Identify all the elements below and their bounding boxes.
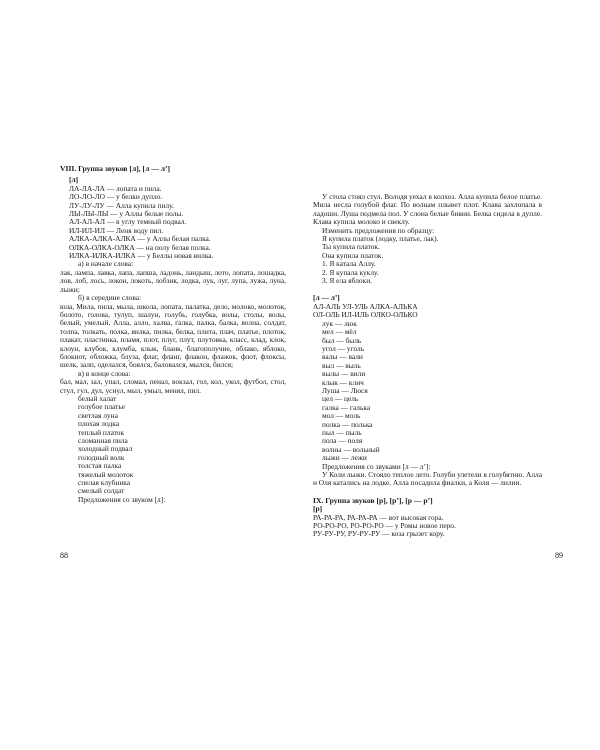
- phrase-line: спелая клубника: [78, 478, 131, 488]
- phrase-line: смелый солдат: [78, 486, 125, 496]
- text-line: ЛУ-ЛУ-ЛУ — Алла купила пилу.: [69, 200, 174, 210]
- text-line: РУ-РУ-РУ, РУ-РУ-РУ — коза грызет кору.: [313, 529, 445, 539]
- phrase-line: голодный волк: [78, 452, 125, 462]
- words-initial-position: лак, лампа, лавка, лапа, лапша, ладонь, ландыш, лото, лопата, лошадка, лов, лоб, лось, локон, локоть, лобзик, лодка, лук, луг, лупа, лужа, луна, лыжи;: [60, 267, 286, 294]
- phrase-line: Предложения со звуком [л]:: [78, 494, 166, 504]
- word-pair: выл — выль: [322, 360, 361, 370]
- right-page-text: [313, 193, 542, 539]
- phrase-line: холодный подвал: [78, 444, 133, 454]
- phrase-line: голубое платье: [78, 402, 126, 412]
- phrase-line: сломанная пила: [78, 436, 128, 445]
- subheading-r: [р]: [313, 504, 323, 514]
- section-heading-r: IX. Группа звуков [р], [р’], [р — р’]: [313, 495, 433, 505]
- word-pair: валы — вали: [322, 352, 363, 362]
- word-pair: пыл — пыль: [322, 427, 362, 437]
- word-pair: лыжи — лежи: [322, 453, 367, 463]
- word-pair: полка — полька: [322, 419, 373, 429]
- text-line: РО-РО-РО, РО-РО-РО — у Ромы новое перо.: [313, 521, 456, 531]
- word-pair: галка — галька: [322, 402, 371, 412]
- syllable-line: АЛ-АЛЬ УЛ-УЛЬ АЛКА-АЛЬКА: [313, 301, 418, 311]
- word-pair: мол — моль: [322, 411, 361, 421]
- exercise-instruction: Изменить предложения по образцу:: [322, 225, 435, 235]
- text-line: Она купила платок.: [322, 250, 384, 260]
- words-middle-position: юла, Мила, пила, мыла, школа, лопата, палатка, дело, молоко, молоток, болото, голова, тулуп, шалун, голубь, голубка, волы, столы, волы, белый, умелый, Алла, алло, халва, галка, палка, балка, волна, солдат, толпа, толкать, полка, вилка, пилка, белка, плита, плач, платье, плоток, плакат, пластинка, пламя, плот, плуг, плут, плутовка, класс, клад, клок, клоун, клубок, клумба, клык, бланк, благополучие, облако, яблоко, блокнот, обложка, блуза, флаг, фланг, флакон, флажок, флот, флоксы, шелк, залп, оделался, боялся, баловался, мылся, бился;: [60, 301, 286, 370]
- word-pair: клык — клич: [322, 377, 364, 387]
- phrase-line: плохая лодка: [78, 419, 119, 429]
- word-pair: Луша — Люся: [322, 385, 368, 395]
- phrase-line: светлая луна: [78, 410, 118, 420]
- phrase-line: теплый платок: [78, 427, 125, 437]
- word-pair: был — быль: [322, 335, 362, 345]
- text-line: АЛКА-АЛКА-АЛКА — у Аллы белая палка.: [69, 234, 211, 244]
- word-pair: пола — поля: [322, 436, 363, 446]
- list-label-c: в) в конце слова:: [78, 368, 131, 378]
- page-number-right: 89: [555, 551, 563, 560]
- text-line: ОЛКА-ОЛКА-ОЛКА — на полу белая полка.: [69, 242, 211, 252]
- numbered-item: 2. Я купала куклу.: [322, 267, 379, 277]
- word-pair: цел — цель: [322, 394, 359, 404]
- phrase-line: белый халат: [78, 393, 117, 403]
- list-label-a: а) в начале слова:: [78, 259, 134, 269]
- text-line: Ты купила платок.: [322, 242, 380, 252]
- text-line: ИЛ-ИЛ-ИЛ — Леня воду пил.: [69, 225, 164, 235]
- word-pair: мел — мёл: [322, 327, 357, 337]
- sentences-paragraph: У стола стоял стул. Володя уехал в колхоз. Алла купила белое платье. Мила несла голубой флаг. По волнам плывет плот. Клава захлопала в ладоши. Луша подмела пол. У слона белые бивни. Белка сидела в дупле. Клава купила молоко и свеклу.: [313, 192, 542, 227]
- right-page: [300, 0, 600, 750]
- text-line: ИЛКА-ИЛКА-ИЛКА — у Беллы новая вилка.: [69, 251, 214, 261]
- text-line: АЛ-АЛ-АЛ — в углу темный подвал.: [69, 217, 187, 227]
- syllable-line: ОЛ-ОЛЬ ИЛ-ИЛЬ ОЛКО-ОЛЬКО: [313, 310, 418, 320]
- text-line: ЛО-ЛО-ЛО — у белки дупло.: [69, 192, 163, 202]
- word-pair: лук — люк: [322, 318, 357, 328]
- list-label-b: б) в середине слова:: [78, 293, 142, 303]
- sentences-label: Предложения со звуками [л — л’]:: [322, 461, 431, 471]
- word-pair: вылы — вили: [322, 369, 366, 379]
- words-final-position: бал, мал, зал, упал, сломал, пенал, вокзал, гол, кол, укол, футбол, стол, стул, гул, дул, уснул, мыл, умыл, менял, пил.: [60, 377, 286, 395]
- text-line: ЛЫ-ЛЫ-ЛЫ — у Аллы белые полы.: [69, 209, 184, 219]
- page-number-left: 88: [60, 551, 68, 560]
- numbered-item: 3. Я ела яблоки.: [322, 276, 373, 286]
- numbered-item: 1. Я катала Аллу.: [322, 259, 376, 269]
- word-pair: угол — уголь: [322, 343, 365, 353]
- subheading-l: [л]: [69, 175, 79, 185]
- phrase-line: тяжелый молоток: [78, 469, 134, 479]
- exercise-model: Я купила платок (лодку, платье, лак).: [322, 234, 439, 244]
- left-page-text: [60, 165, 286, 504]
- word-pair: волны — вольный: [322, 444, 380, 454]
- text-line: ЛА-ЛА-ЛА — лопата и пила.: [69, 183, 162, 193]
- phrase-line: толстая палка: [78, 461, 122, 471]
- subheading-l-soft: [л — л’]: [313, 293, 340, 303]
- final-sentences: У Коли лыжи. Стояло теплое лето. Голуби улетели в голубятню. Алла и Оля катались на лодке. Алла посадила фиалки, а Коля — лилии.: [313, 470, 542, 488]
- section-heading-l: VIII. Группа звуков [л], [л — л’]: [60, 164, 171, 173]
- text-line: РА-РА-РА, РА-РА-РА — вот высокая гора.: [313, 512, 444, 522]
